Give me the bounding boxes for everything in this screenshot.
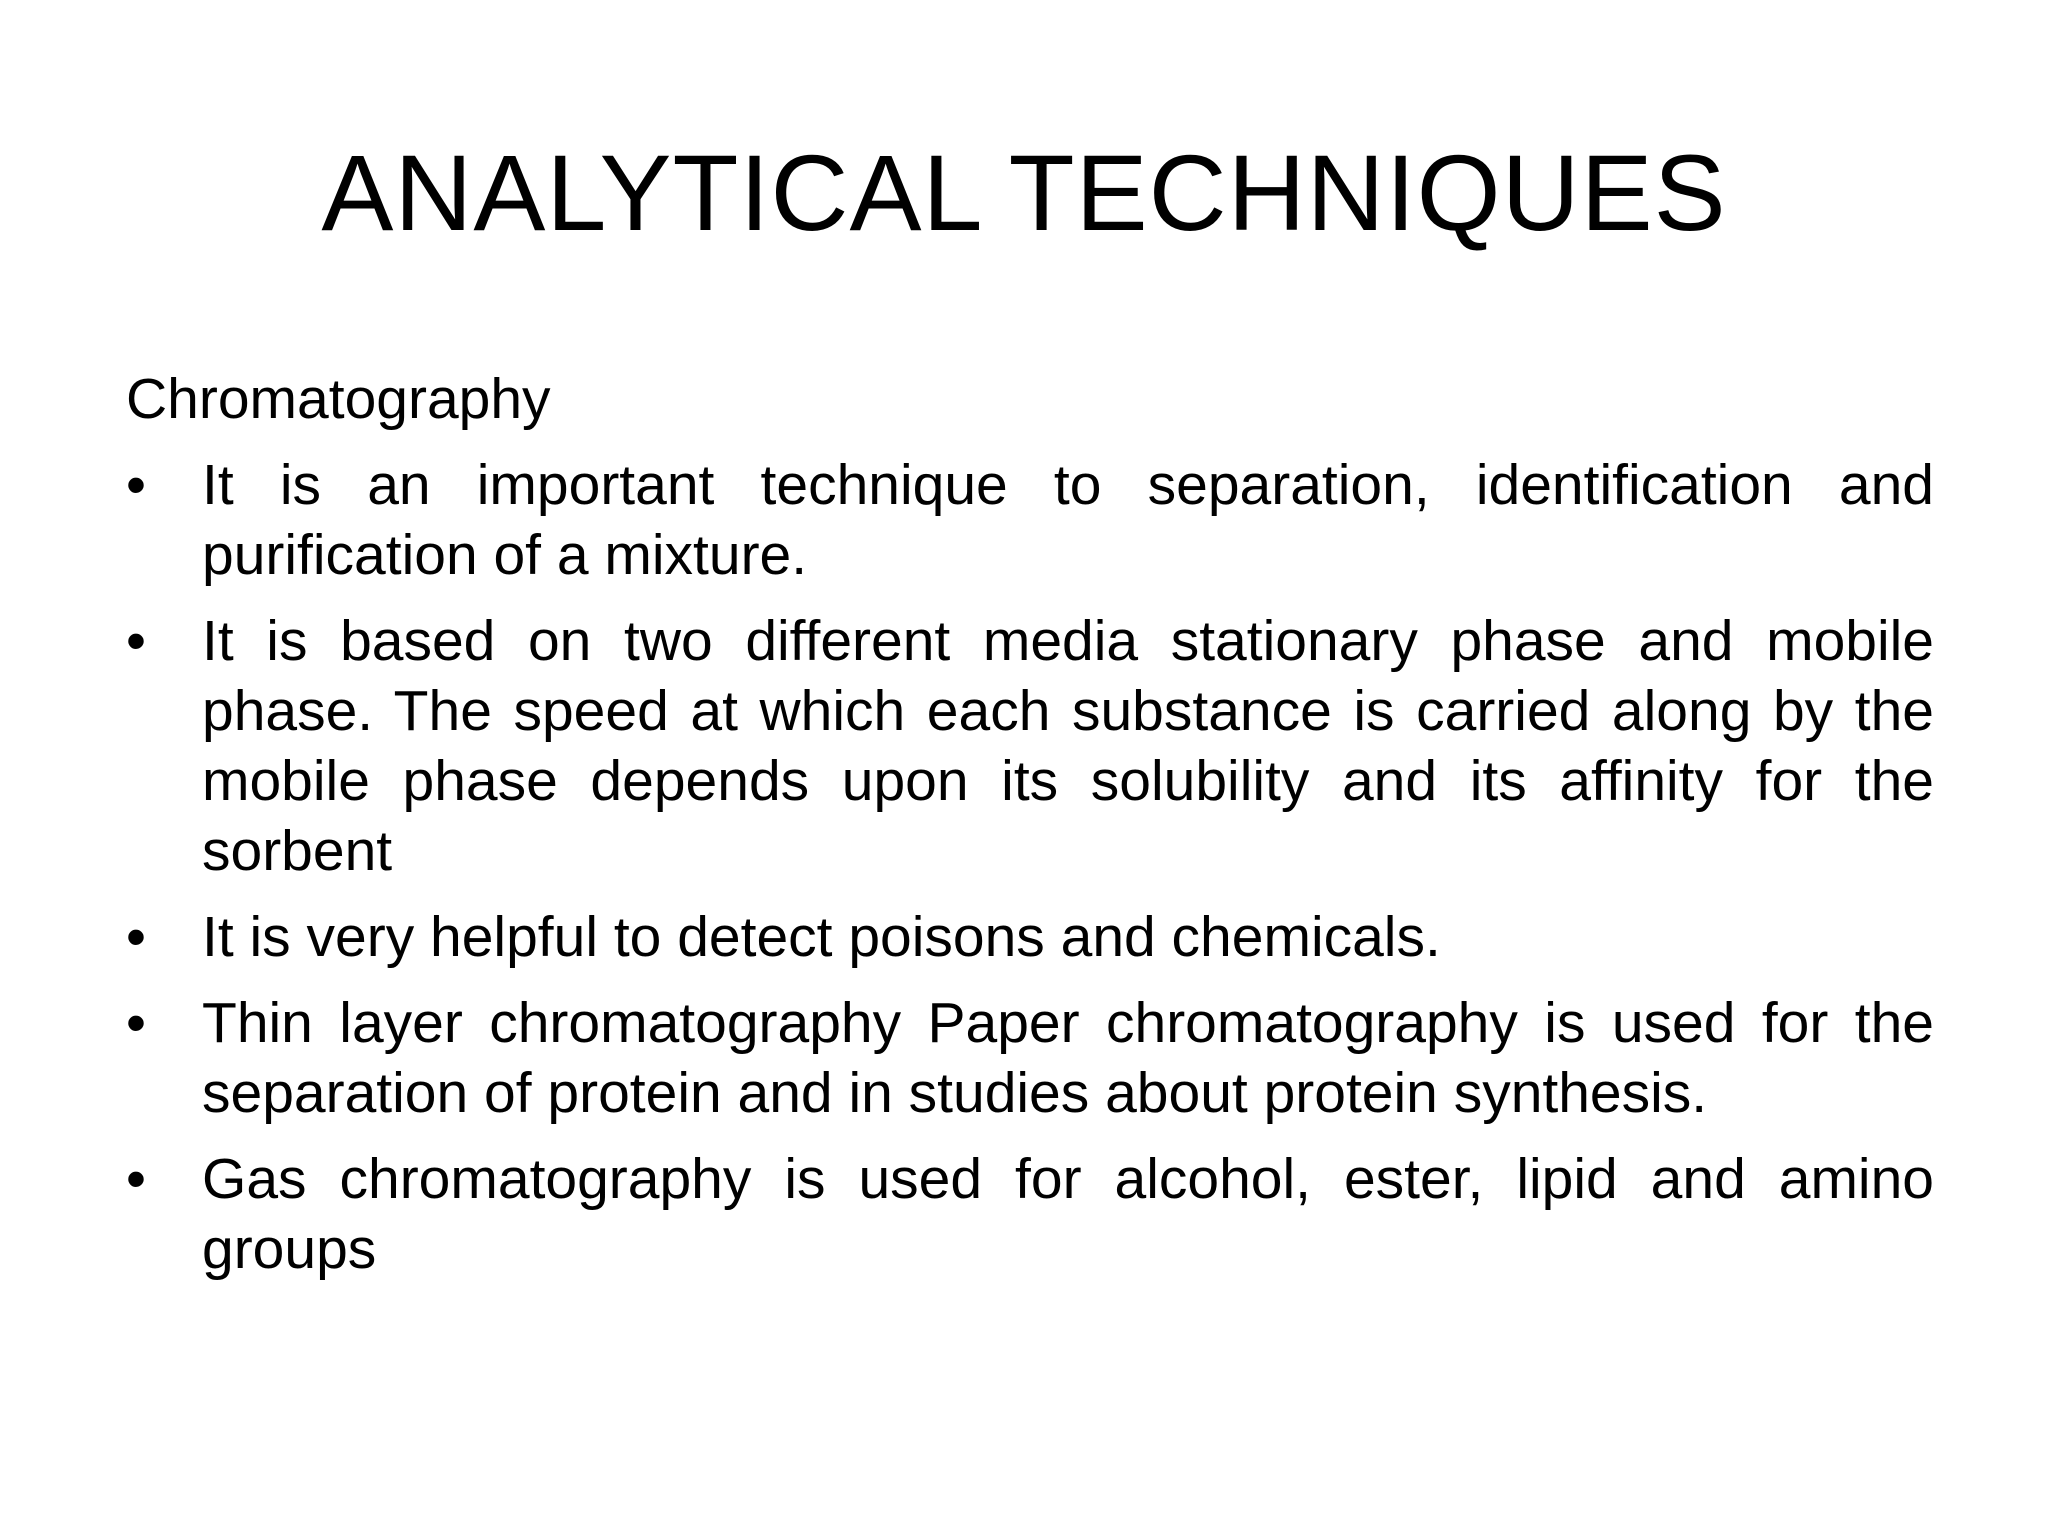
bullet-icon: • bbox=[126, 991, 146, 1055]
bullet-text-1: It is an important technique to separation, identification and purification of a mixture. bbox=[202, 453, 1934, 587]
bullet-icon: • bbox=[126, 609, 146, 673]
slide-body bbox=[126, 364, 1934, 1300]
bullet-item-3 bbox=[126, 902, 1934, 972]
bullet-text-4: Thin layer chromatography Paper chromatography is used for the separation of protein and in studies about protein synthesis. bbox=[202, 991, 1934, 1125]
bullet-item-4 bbox=[126, 988, 1934, 1128]
bullet-item-5 bbox=[126, 1144, 1934, 1284]
bullet-icon: • bbox=[126, 1147, 146, 1211]
bullet-item-2 bbox=[126, 606, 1934, 886]
bullet-text-2: It is based on two different media stationary phase and mobile phase. The speed at which each substance is carried along by the mobile phase depends upon its solubility and its affinity for the sorbent bbox=[202, 609, 1934, 883]
bullet-list bbox=[126, 450, 1934, 1284]
bullet-icon: • bbox=[126, 905, 146, 969]
section-heading: Chromatography bbox=[126, 367, 551, 431]
bullet-icon: • bbox=[126, 453, 146, 517]
slide-title: ANALYTICAL TECHNIQUES bbox=[321, 132, 1727, 253]
bullet-item-1 bbox=[126, 450, 1934, 590]
bullet-text-5: Gas chromatography is used for alcohol, ester, lipid and amino groups bbox=[202, 1147, 1934, 1281]
bullet-text-3: It is very helpful to detect poisons and chemicals. bbox=[202, 905, 1441, 969]
